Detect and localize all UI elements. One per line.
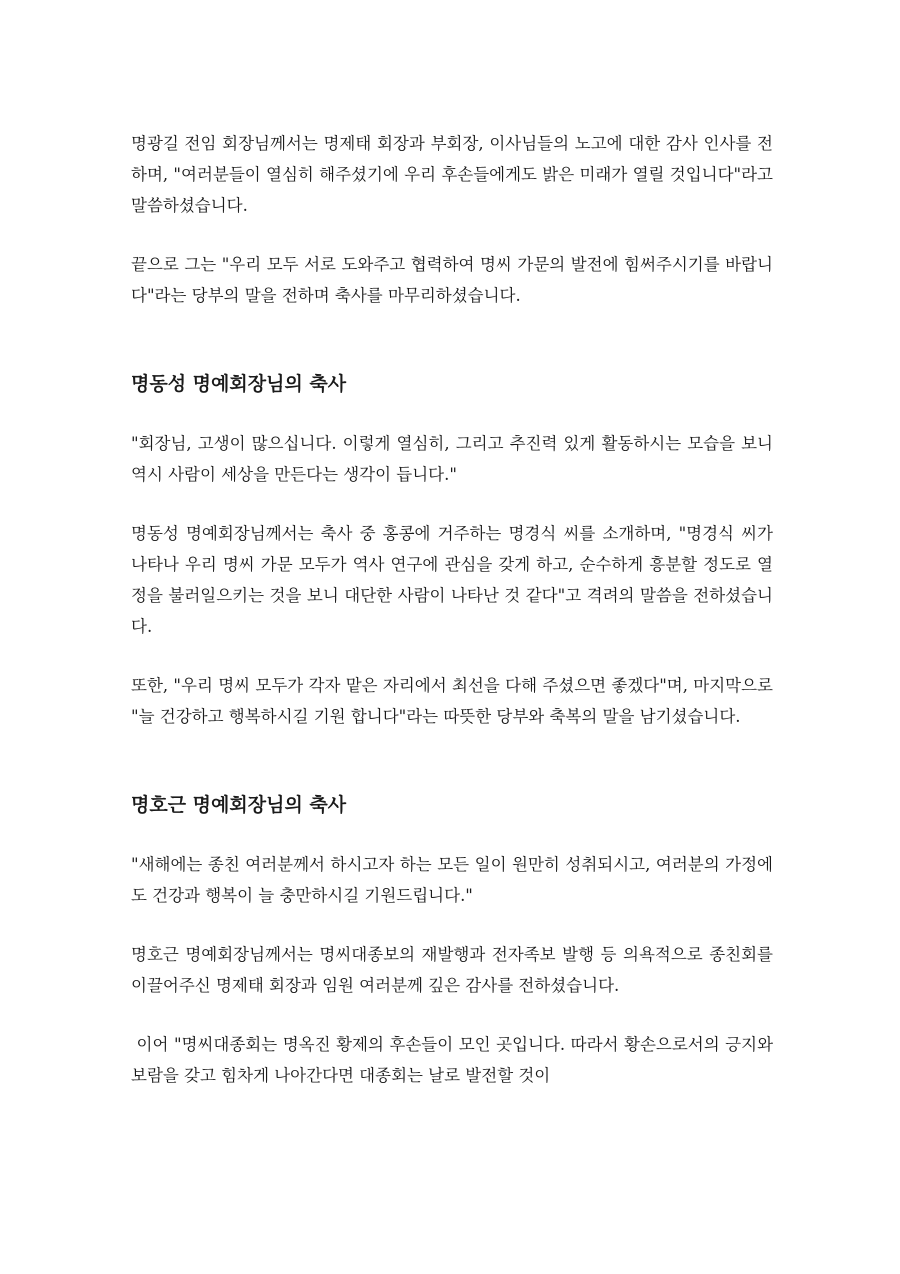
paragraph-quote-dongseong: "회장님, 고생이 많으십니다. 이렇게 열심히, 그리고 추진력 있게 활동하시는 모습을 보니 역시 사람이 세상을 만든다는 생각이 듭니다." — [131, 434, 773, 484]
paragraph-farewell-remarks: 명광길 전임 회장님께서는 명제태 회장과 부회장, 이사님들의 노고에 대한 감사 인사를 전하며, "여러분들이 열심히 해주셨기에 우리 후손들에게도 밝은 미래가 열릴 것입니다"라고 말씀하셨습니다. — [131, 134, 773, 215]
paragraph-closing-request: 끝으로 그는 "우리 모두 서로 도와주고 협력하여 명씨 가문의 발전에 힘써주시기를 바랍니다"라는 당부의 말을 전하며 축사를 마무리하셨습니다. — [131, 255, 773, 305]
paragraph-spacer — [131, 1001, 773, 1029]
paragraph-spacer — [131, 821, 773, 849]
paragraph-spacer — [131, 400, 773, 428]
document-page — [131, 128, 779, 1091]
section-heading-myeong-hogeun: 명호근 명예회장님의 축사 — [131, 794, 347, 816]
paragraph-quote-hogeun: "새해에는 종친 여러분께서 하시고자 하는 모든 일이 원만히 성취되시고, 여러분의 가정에도 건강과 행복이 늘 충만하시길 기원드립니다." — [131, 855, 773, 905]
section-spacer — [131, 732, 773, 790]
paragraph-spacer — [131, 490, 773, 518]
paragraph-introduction-gyeongsik: 명동성 명예회장님께서는 축사 중 홍콩에 거주하는 명경식 씨를 소개하며, "명경식 씨가 나타나 우리 명씨 가문 모두가 역사 연구에 관심을 갖게 하고, 순수하게 흥분할 정도로 열정을 불러일으키는 것을 보니 대단한 사람이 나타난 것 같다"고 격려의 말씀을 전하셨습니다. — [131, 524, 773, 636]
paragraph-spacer — [131, 642, 773, 670]
paragraph-daejonghoe-remarks: 이어 "명씨대종회는 명옥진 황제의 후손들이 모인 곳입니다. 따라서 황손으로서의 긍지와 보람을 갖고 힘차게 나아간다면 대종회는 날로 발전할 것이 — [131, 1035, 779, 1085]
paragraph-spacer — [131, 221, 773, 249]
paragraph-blessing-dongseong: 또한, "우리 명씨 모두가 각자 맡은 자리에서 최선을 다해 주셨으면 좋겠다"며, 마지막으로 "늘 건강하고 행복하시길 기원 합니다"라는 따뜻한 당부와 축복의 말을 남기셨습니다. — [131, 676, 773, 726]
paragraph-thanks-hogeun: 명호근 명예회장님께서는 명씨대종보의 재발행과 전자족보 발행 등 의욕적으로 종친회를 이끌어주신 명제태 회장과 임원 여러분께 깊은 감사를 전하셨습니다. — [131, 945, 773, 995]
section-spacer — [131, 311, 773, 369]
paragraph-spacer — [131, 911, 773, 939]
section-heading-myeong-dongseong: 명동성 명예회장님의 축사 — [131, 373, 347, 395]
